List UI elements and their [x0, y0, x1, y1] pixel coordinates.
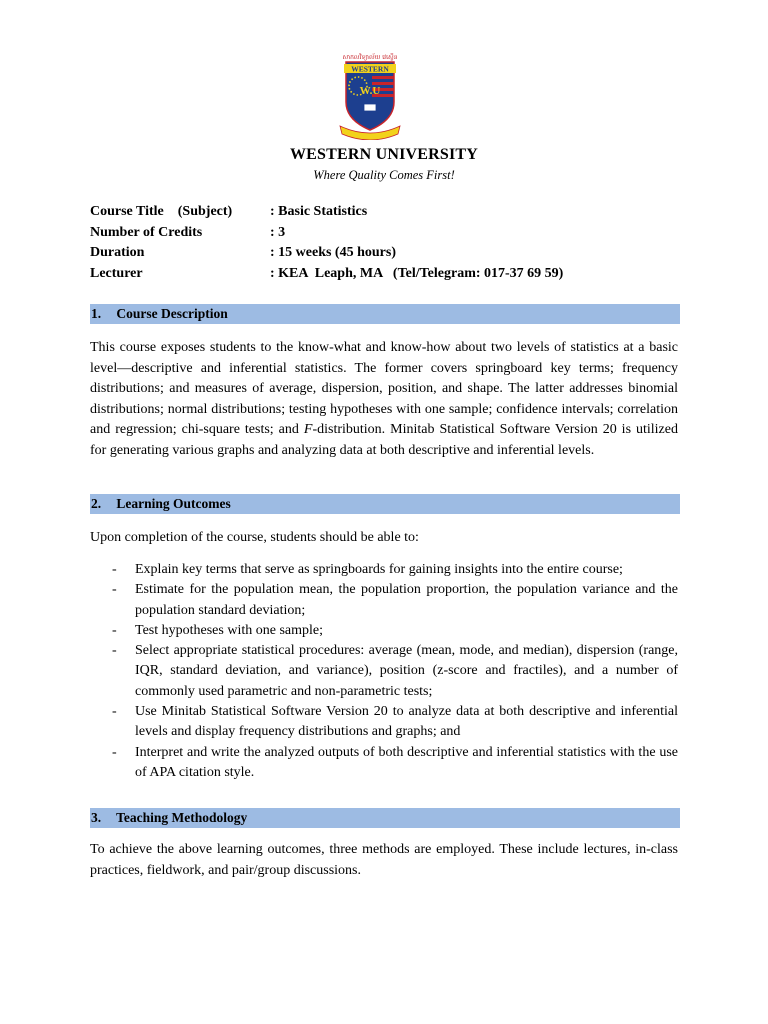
- university-motto: Where Quality Comes First!: [313, 168, 455, 182]
- info-label: Duration: [90, 245, 145, 260]
- logo-khmer-text: សាកលវិទ្យាល័យ វេស្ទើន: [342, 54, 398, 61]
- info-value: : KEA Leaph, MA (Tel/Telegram: 017-37 69 59): [270, 265, 564, 281]
- list-item: [90, 641, 678, 702]
- section-heading-course-description: [90, 304, 680, 324]
- course-description-paragraph: [90, 338, 678, 462]
- list-item: [90, 621, 678, 641]
- university-name: WESTERN UNIVERSITY: [289, 146, 479, 163]
- info-row-course-title: [90, 202, 690, 223]
- section-title: Course Description: [116, 306, 228, 321]
- section-number: 1.: [91, 306, 102, 321]
- list-item-text: Estimate for the population mean, the population proportion, the population variance and the population standard deviation;: [135, 582, 678, 618]
- info-row-credits: [90, 223, 690, 244]
- list-item: [90, 702, 678, 743]
- list-item-text: Use Minitab Statistical Software Version 20 to analyze data at both descriptive and inferential levels and display frequency distributions and graphs; and: [135, 704, 678, 740]
- course-info-table: [90, 202, 690, 284]
- course-description-text: This course exposes students to the know-what and know-how about two levels of statistics at a basic level—descriptive and inferential statistics. The former covers springboard key terms; frequency distributions; and measures of average, dispersion, position, and shape. The latter addresses binomial distributions; normal distributions; testing hypotheses with one sample; confidence intervals; correlation and regression; chi-square tests; and: [90, 340, 678, 438]
- info-row-lecturer: [90, 264, 690, 285]
- logo-center-text: W.U: [359, 85, 381, 97]
- section-title: Learning Outcomes: [116, 496, 231, 511]
- info-value: : 3: [270, 224, 286, 240]
- bullet-marker: -: [112, 744, 117, 760]
- list-item-text: Test hypotheses with one sample;: [135, 622, 323, 638]
- bullet-marker: -: [112, 643, 117, 659]
- bullet-marker: -: [112, 582, 117, 598]
- list-item-text: Select appropriate statistical procedures: average (mean, mode, and median), dispersion (range, IQR, standard deviation, and variance), position (z-score and fractiles), and a number of commonly used parametric and non-parametric tests;: [135, 643, 678, 699]
- university-logo-crest: [334, 50, 406, 140]
- info-value: : Basic Statistics: [270, 204, 368, 219]
- learning-outcomes-list: [90, 560, 678, 783]
- teaching-methodology-paragraph: To achieve the above learning outcomes, three methods are employed. These include lectures, in-class practices, fieldwork, and pair/group discussions.: [90, 842, 678, 878]
- bullet-marker: -: [112, 704, 117, 720]
- section-title: Teaching Methodology: [116, 810, 248, 825]
- section-number: 3.: [91, 810, 102, 825]
- info-row-duration: [90, 243, 690, 264]
- bullet-marker: -: [112, 562, 117, 577]
- course-description-text-end: -distribution. Minitab Statistical Software Version 20 is utilized for generating various graphs and analyzing data at both descriptive and inferential levels.: [90, 422, 678, 458]
- info-label: Number of Credits: [90, 224, 203, 240]
- info-label: Course Title (Subject): [90, 204, 233, 219]
- section-number: 2.: [91, 496, 102, 511]
- list-item: [90, 560, 678, 580]
- learning-outcomes-intro: Upon completion of the course, students should be able to:: [90, 530, 419, 545]
- bullet-marker: -: [112, 622, 117, 638]
- logo-banner-text: WESTERN: [351, 64, 389, 74]
- list-item: [90, 743, 678, 784]
- info-value: : 15 weeks (45 hours): [270, 245, 396, 260]
- course-description-italic: F: [303, 422, 313, 438]
- list-item-text: Explain key terms that serve as springboards for gaining insights into the entire course;: [135, 562, 623, 577]
- section-heading-teaching-methodology: [90, 808, 680, 828]
- list-item: [90, 580, 678, 621]
- section-heading-learning-outcomes: [90, 494, 680, 514]
- info-label: Lecturer: [90, 265, 143, 281]
- list-item-text: Interpret and write the analyzed outputs of both descriptive and inferential statistics with the use of APA citation style.: [135, 744, 678, 780]
